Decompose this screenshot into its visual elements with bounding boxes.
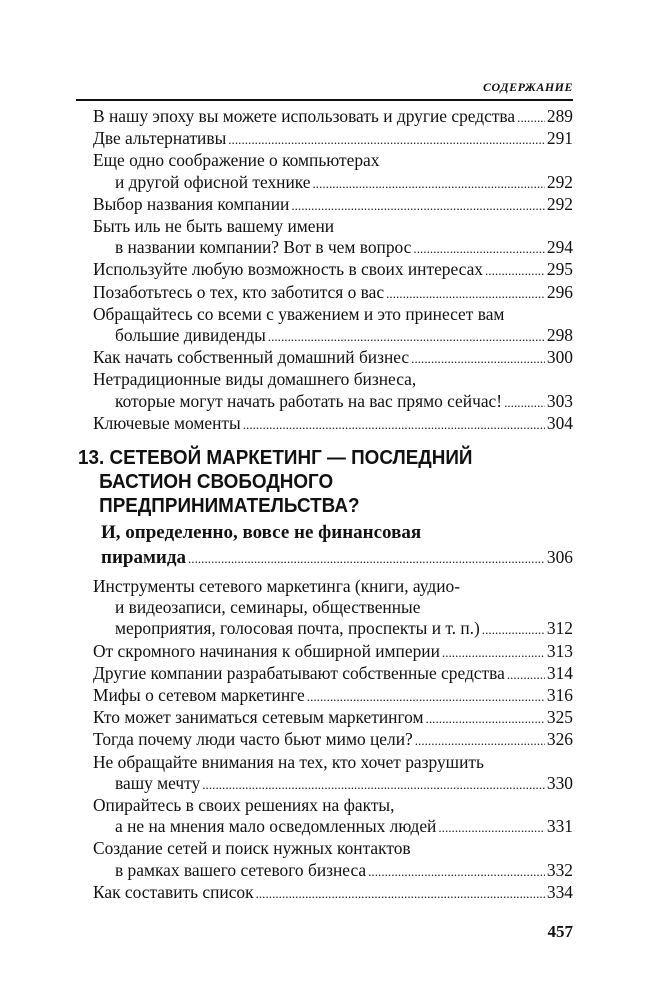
chapter-subtitle-line — [101, 521, 573, 545]
dot-leader — [368, 861, 545, 882]
toc-entry-title: Ключевые моменты — [93, 412, 241, 433]
toc-entry — [93, 576, 573, 641]
toc-entry-line — [93, 150, 573, 171]
chapter-heading — [78, 446, 573, 518]
toc-entry — [93, 106, 573, 128]
dot-leader — [442, 642, 545, 663]
toc-entry-title: В нашу эпоху вы можете использовать и другие средства — [93, 106, 516, 126]
toc-entry-line — [93, 259, 573, 281]
dot-leader — [256, 883, 545, 904]
dot-leader — [243, 414, 545, 435]
dot-leader — [504, 392, 545, 413]
toc-entry — [93, 282, 573, 304]
toc-entry-line — [93, 194, 573, 216]
toc-entry-line — [93, 729, 573, 751]
toc-entry-title: Другие компании разрабатывают собственные средства — [93, 662, 505, 683]
chapter-subtitle — [101, 521, 573, 571]
toc-entry-line — [93, 413, 573, 435]
toc-entry-line — [93, 216, 573, 237]
toc-entry-title: Инструменты сетевого маркетинга (книги, аудио- — [93, 576, 461, 596]
toc-entry-title: и видеозаписи, семинары, общественные — [115, 597, 421, 618]
chapter-subtitle-line — [101, 545, 573, 571]
dot-leader — [426, 708, 545, 729]
page-ref: 292 — [546, 193, 573, 214]
page-ref: 314 — [546, 662, 573, 683]
dot-leader — [415, 730, 545, 751]
toc-entry-title: Как начать собственный домашний бизнес — [93, 347, 410, 368]
toc-entry — [93, 882, 573, 904]
page-ref: 303 — [546, 390, 573, 411]
page-ref: 292 — [546, 171, 573, 192]
dot-leader — [438, 817, 545, 838]
dot-leader — [507, 664, 545, 685]
page-ref: 325 — [546, 707, 573, 728]
toc-entry-line — [93, 618, 573, 640]
dot-leader — [413, 238, 545, 259]
toc-entry-title: Кто может заниматься сетевым маркетингом — [93, 707, 424, 728]
toc-entry-line — [93, 838, 573, 859]
toc-entry — [93, 216, 573, 259]
toc-entry-title: Опирайтесь в своих решениях на факты, — [93, 795, 395, 816]
toc-entry-line — [93, 860, 573, 882]
toc-entry-title: в названии компании? Вот в чем вопрос — [115, 237, 412, 258]
page-ref: 331 — [546, 816, 573, 837]
toc-entry-title: От скромного начинания к обширной империи — [93, 640, 440, 661]
page-ref: 313 — [546, 640, 573, 661]
chapter-heading-line: 13. СЕТЕВОЙ МАРКЕТИНГ — ПОСЛЕДНИЙ — [78, 446, 473, 469]
toc-entry-title: Еще одно соображение о компьютерах — [93, 150, 380, 171]
toc-entry — [93, 752, 573, 795]
page-ref: 326 — [546, 729, 573, 750]
toc-entry-line — [93, 237, 573, 259]
toc-entry-title: мероприятия, голосовая почта, проспекты и т. п.) — [115, 618, 480, 639]
chapter-subtitle-text: И, определенно, вовсе не финансовая — [101, 522, 422, 543]
page-ref: 296 — [546, 281, 573, 302]
dot-leader — [202, 774, 545, 795]
toc-entry-title: которые могут начать работать на вас прямо сейчас! — [115, 390, 503, 411]
toc-entry — [93, 304, 573, 347]
toc-entry-line — [93, 685, 573, 707]
toc-entry-title: Не обращайте внимания на тех, кто хочет разрушить — [93, 751, 484, 772]
toc-entry — [93, 641, 573, 663]
toc-entry-line — [93, 325, 573, 347]
toc-entry-line — [93, 347, 573, 369]
page-ref: 289 — [546, 106, 573, 126]
toc-entry — [93, 663, 573, 685]
page-ref: 334 — [546, 881, 573, 902]
page-ref: 312 — [546, 618, 573, 639]
toc-entry-title: Быть иль не быть вашему имени — [93, 216, 335, 237]
toc-entry-line — [93, 752, 573, 773]
dot-leader — [411, 348, 545, 369]
toc-entry — [93, 369, 573, 412]
toc-entry-line — [93, 304, 573, 325]
dot-leader — [386, 283, 545, 304]
toc-entry-title: Позаботьтесь о тех, кто заботится о вас — [93, 281, 385, 302]
toc-entry — [93, 259, 573, 281]
toc-entry-line — [93, 707, 573, 729]
dot-leader — [291, 195, 545, 216]
toc-entry — [93, 729, 573, 751]
toc-entry-title: а не на мнения мало осведомленных людей — [115, 816, 437, 837]
running-head: СОДЕРЖАНИЕ — [483, 80, 573, 94]
chapter-heading-line: ПРЕДПРИНИМАТЕЛЬСТВА? — [99, 494, 360, 517]
toc-entry-line — [93, 773, 573, 795]
page-ref: 294 — [546, 237, 573, 258]
toc-list-top — [93, 106, 573, 435]
page-ref: 316 — [546, 685, 573, 706]
toc-entry — [93, 150, 573, 193]
toc-entry-title: Нетрадиционные виды домашнего бизнеса, — [93, 369, 417, 390]
toc-entry-title: в рамках вашего сетевого бизнеса — [115, 859, 367, 880]
dot-leader — [517, 107, 545, 128]
toc-entry — [93, 128, 573, 150]
toc-entry-line — [93, 816, 573, 838]
toc-entry-line — [93, 663, 573, 685]
toc-entry — [93, 194, 573, 216]
toc-entry-line — [93, 641, 573, 663]
dot-leader — [307, 686, 545, 707]
toc-entry — [93, 707, 573, 729]
toc-entry-title: Тогда почему люди часто бьют мимо цели? — [93, 729, 413, 750]
toc-entry-line — [93, 172, 573, 194]
toc-entry-title: Используйте любую возможность в своих интересах — [93, 259, 483, 280]
toc-entry-line — [93, 128, 573, 150]
toc-entry-line — [93, 106, 573, 128]
toc-entry-title: Мифы о сетевом маркетинге — [93, 685, 305, 706]
toc-entry-line — [93, 882, 573, 904]
header-rule — [76, 99, 573, 101]
toc-entry-line — [93, 576, 573, 597]
toc-entry-title: Создание сетей и поиск нужных контактов — [93, 838, 411, 859]
dot-leader — [228, 129, 545, 150]
dot-leader — [268, 326, 545, 347]
page-ref: 306 — [546, 547, 573, 567]
toc-entry — [93, 347, 573, 369]
toc-entry-title: большие дивиденды — [115, 325, 266, 346]
toc-entry-title: Две альтернативы — [93, 128, 227, 149]
toc-entry-line — [93, 391, 573, 413]
page-ref: 332 — [546, 859, 573, 880]
page-ref: 291 — [546, 128, 573, 149]
dot-leader — [485, 260, 545, 281]
toc-entry-title: Как составить список — [93, 881, 254, 902]
toc-entry — [93, 838, 573, 881]
toc-entry — [93, 685, 573, 707]
dot-leader — [313, 173, 545, 194]
page-ref: 295 — [546, 259, 573, 280]
dot-leader — [482, 619, 545, 640]
chapter-heading-line: БАСТИОН СВОБОДНОГО — [99, 470, 334, 493]
toc-entry — [93, 795, 573, 838]
toc-entry-line — [93, 282, 573, 304]
toc-entry-line — [93, 597, 573, 618]
dot-leader — [188, 547, 545, 571]
toc-entry — [93, 413, 573, 435]
page-ref: 330 — [546, 772, 573, 793]
page-ref: 304 — [546, 412, 573, 433]
page-number: 457 — [547, 922, 573, 941]
toc-entry-title: и другой офисной технике — [115, 171, 311, 192]
toc-list-bottom — [93, 576, 573, 904]
page-ref: 300 — [546, 347, 573, 368]
page-ref: 298 — [546, 325, 573, 346]
toc-entry-line — [93, 795, 573, 816]
toc-entry-title: Обращайтесь со всеми с уважением и это принесет вам — [93, 303, 505, 324]
toc-entry-title: Выбор названия компании — [93, 193, 290, 214]
toc-entry-title: вашу мечту — [115, 772, 201, 793]
chapter-subtitle-text: пирамида — [101, 547, 186, 568]
toc-entry-line — [93, 369, 573, 390]
